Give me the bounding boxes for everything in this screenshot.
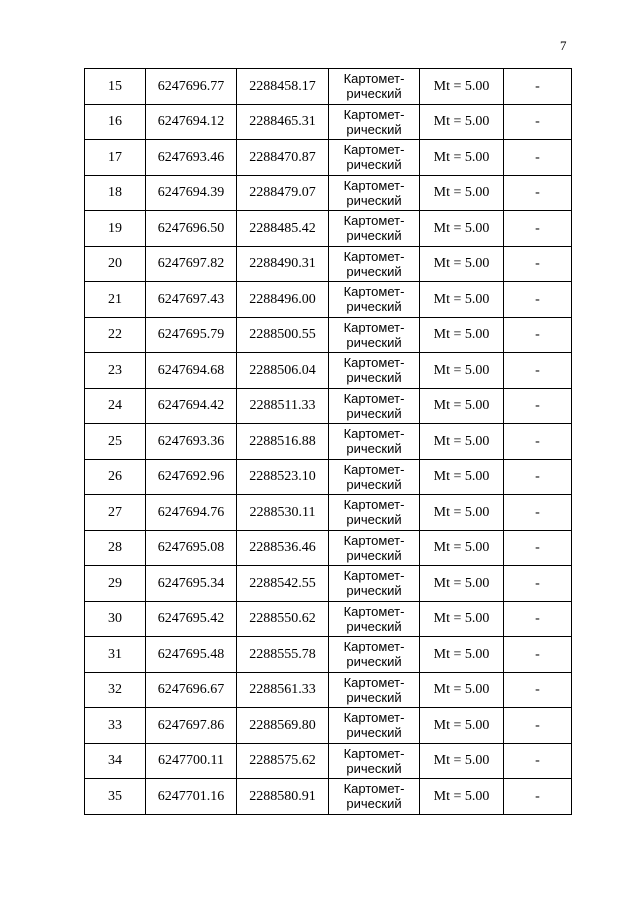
accuracy-cell: Mt = 5.00 (420, 779, 504, 815)
method-label-line: рический (346, 512, 402, 528)
y-coordinate-cell: 2288479.07 (237, 175, 329, 211)
method-label-line: рический (346, 228, 402, 244)
x-coordinate-cell: 6247696.77 (146, 69, 237, 105)
x-coordinate-cell: 6247694.12 (146, 104, 237, 140)
accuracy-cell: Mt = 5.00 (420, 672, 504, 708)
method-label-line: Картомет- (343, 390, 405, 406)
method-cell (329, 140, 420, 176)
x-coordinate-cell: 6247697.86 (146, 708, 237, 744)
description-cell: - (504, 708, 572, 744)
description-cell: - (504, 388, 572, 424)
point-number-cell: 22 (85, 317, 146, 353)
method-label-line: Картомет- (343, 213, 405, 229)
method-label-line: Картомет- (343, 284, 405, 300)
description-cell: - (504, 104, 572, 140)
coordinates-table (84, 68, 572, 815)
table-row (85, 246, 572, 282)
accuracy-cell: Mt = 5.00 (420, 104, 504, 140)
method-label-line: рический (346, 405, 402, 421)
x-coordinate-cell: 6247695.48 (146, 637, 237, 673)
method-label-line: рический (346, 121, 402, 137)
method-cell (329, 495, 420, 531)
x-coordinate-cell: 6247694.68 (146, 353, 237, 389)
method-label-line: Картомет- (343, 674, 405, 690)
accuracy-cell: Mt = 5.00 (420, 637, 504, 673)
table-row (85, 708, 572, 744)
method-label-line: Картомет- (343, 603, 405, 619)
table-row (85, 140, 572, 176)
point-number-cell: 31 (85, 637, 146, 673)
accuracy-cell: Mt = 5.00 (420, 317, 504, 353)
x-coordinate-cell: 6247692.96 (146, 459, 237, 495)
method-cell (329, 353, 420, 389)
y-coordinate-cell: 2288465.31 (237, 104, 329, 140)
method-cell (329, 282, 420, 318)
table-row (85, 637, 572, 673)
y-coordinate-cell: 2288500.55 (237, 317, 329, 353)
method-label-line: рический (346, 263, 402, 279)
description-cell: - (504, 424, 572, 460)
table-row (85, 495, 572, 531)
table-row (85, 672, 572, 708)
point-number-cell: 28 (85, 530, 146, 566)
table-row (85, 175, 572, 211)
method-label-line: рический (346, 725, 402, 741)
method-label-line: Картомет- (343, 781, 405, 797)
y-coordinate-cell: 2288485.42 (237, 211, 329, 247)
table-row (85, 530, 572, 566)
table-row (85, 282, 572, 318)
description-cell: - (504, 495, 572, 531)
method-label-line: рический (346, 654, 402, 670)
description-cell: - (504, 779, 572, 815)
method-label-line: рический (346, 441, 402, 457)
x-coordinate-cell: 6247694.76 (146, 495, 237, 531)
method-cell (329, 104, 420, 140)
description-cell: - (504, 637, 572, 673)
point-number-cell: 20 (85, 246, 146, 282)
method-cell (329, 530, 420, 566)
method-label-line: рический (346, 86, 402, 102)
accuracy-cell: Mt = 5.00 (420, 459, 504, 495)
accuracy-cell: Mt = 5.00 (420, 424, 504, 460)
point-number-cell: 21 (85, 282, 146, 318)
point-number-cell: 18 (85, 175, 146, 211)
accuracy-cell: Mt = 5.00 (420, 566, 504, 602)
y-coordinate-cell: 2288569.80 (237, 708, 329, 744)
method-label-line: Картомет- (343, 319, 405, 335)
table-row (85, 566, 572, 602)
y-coordinate-cell: 2288506.04 (237, 353, 329, 389)
y-coordinate-cell: 2288561.33 (237, 672, 329, 708)
method-label-line: рический (346, 476, 402, 492)
method-cell (329, 246, 420, 282)
point-number-cell: 26 (85, 459, 146, 495)
point-number-cell: 16 (85, 104, 146, 140)
point-number-cell: 17 (85, 140, 146, 176)
method-label-line: Картомет- (343, 71, 405, 87)
table-row (85, 743, 572, 779)
method-label-line: Картомет- (343, 497, 405, 513)
description-cell: - (504, 211, 572, 247)
x-coordinate-cell: 6247696.67 (146, 672, 237, 708)
method-label-line: Картомет- (343, 426, 405, 442)
y-coordinate-cell: 2288470.87 (237, 140, 329, 176)
x-coordinate-cell: 6247694.39 (146, 175, 237, 211)
method-label-line: рический (346, 299, 402, 315)
description-cell: - (504, 175, 572, 211)
y-coordinate-cell: 2288458.17 (237, 69, 329, 105)
description-cell: - (504, 601, 572, 637)
page-number: 7 (560, 38, 567, 53)
point-number-cell: 19 (85, 211, 146, 247)
accuracy-cell: Mt = 5.00 (420, 140, 504, 176)
x-coordinate-cell: 6247694.42 (146, 388, 237, 424)
method-label-line: Картомет- (343, 461, 405, 477)
method-label-line: рический (346, 583, 402, 599)
x-coordinate-cell: 6247693.46 (146, 140, 237, 176)
method-cell (329, 743, 420, 779)
description-cell: - (504, 459, 572, 495)
description-cell: - (504, 246, 572, 282)
method-label-line: рический (346, 547, 402, 563)
method-label-line: Картомет- (343, 710, 405, 726)
accuracy-cell: Mt = 5.00 (420, 601, 504, 637)
method-cell (329, 637, 420, 673)
method-label-line: Картомет- (343, 248, 405, 264)
method-label-line: Картомет- (343, 142, 405, 158)
method-label-line: Картомет- (343, 106, 405, 122)
method-label-line: рический (346, 192, 402, 208)
method-cell (329, 601, 420, 637)
accuracy-cell: Mt = 5.00 (420, 175, 504, 211)
method-cell (329, 459, 420, 495)
method-cell (329, 424, 420, 460)
accuracy-cell: Mt = 5.00 (420, 211, 504, 247)
x-coordinate-cell: 6247697.43 (146, 282, 237, 318)
method-cell (329, 672, 420, 708)
y-coordinate-cell: 2288511.33 (237, 388, 329, 424)
method-label-line: Картомет- (343, 745, 405, 761)
method-cell (329, 317, 420, 353)
method-label-line: Картомет- (343, 568, 405, 584)
table-row (85, 211, 572, 247)
method-label-line: рический (346, 370, 402, 386)
accuracy-cell: Mt = 5.00 (420, 282, 504, 318)
y-coordinate-cell: 2288490.31 (237, 246, 329, 282)
table-row (85, 601, 572, 637)
method-label-line: Картомет- (343, 355, 405, 371)
table-row (85, 388, 572, 424)
y-coordinate-cell: 2288580.91 (237, 779, 329, 815)
point-number-cell: 34 (85, 743, 146, 779)
point-number-cell: 27 (85, 495, 146, 531)
x-coordinate-cell: 6247695.08 (146, 530, 237, 566)
description-cell: - (504, 353, 572, 389)
table-row (85, 424, 572, 460)
method-cell (329, 69, 420, 105)
point-number-cell: 33 (85, 708, 146, 744)
point-number-cell: 30 (85, 601, 146, 637)
table-row (85, 779, 572, 815)
y-coordinate-cell: 2288496.00 (237, 282, 329, 318)
table-row (85, 104, 572, 140)
y-coordinate-cell: 2288530.11 (237, 495, 329, 531)
x-coordinate-cell: 6247695.34 (146, 566, 237, 602)
x-coordinate-cell: 6247695.42 (146, 601, 237, 637)
method-label-line: Картомет- (343, 177, 405, 193)
method-label-line: рический (346, 334, 402, 350)
table-row (85, 317, 572, 353)
y-coordinate-cell: 2288550.62 (237, 601, 329, 637)
point-number-cell: 23 (85, 353, 146, 389)
y-coordinate-cell: 2288575.62 (237, 743, 329, 779)
method-cell (329, 175, 420, 211)
method-cell (329, 211, 420, 247)
method-label-line: Картомет- (343, 639, 405, 655)
x-coordinate-cell: 6247695.79 (146, 317, 237, 353)
point-number-cell: 15 (85, 69, 146, 105)
point-number-cell: 32 (85, 672, 146, 708)
y-coordinate-cell: 2288536.46 (237, 530, 329, 566)
point-number-cell: 24 (85, 388, 146, 424)
y-coordinate-cell: 2288542.55 (237, 566, 329, 602)
accuracy-cell: Mt = 5.00 (420, 246, 504, 282)
accuracy-cell: Mt = 5.00 (420, 388, 504, 424)
accuracy-cell: Mt = 5.00 (420, 353, 504, 389)
accuracy-cell: Mt = 5.00 (420, 69, 504, 105)
x-coordinate-cell: 6247700.11 (146, 743, 237, 779)
method-cell (329, 779, 420, 815)
method-label-line: Картомет- (343, 532, 405, 548)
x-coordinate-cell: 6247701.16 (146, 779, 237, 815)
accuracy-cell: Mt = 5.00 (420, 530, 504, 566)
coordinates-table-body (85, 69, 572, 815)
method-cell (329, 708, 420, 744)
description-cell: - (504, 672, 572, 708)
point-number-cell: 29 (85, 566, 146, 602)
method-label-line: рический (346, 618, 402, 634)
y-coordinate-cell: 2288516.88 (237, 424, 329, 460)
table-row (85, 459, 572, 495)
description-cell: - (504, 317, 572, 353)
accuracy-cell: Mt = 5.00 (420, 708, 504, 744)
x-coordinate-cell: 6247696.50 (146, 211, 237, 247)
point-number-cell: 35 (85, 779, 146, 815)
point-number-cell: 25 (85, 424, 146, 460)
description-cell: - (504, 282, 572, 318)
description-cell: - (504, 566, 572, 602)
x-coordinate-cell: 6247693.36 (146, 424, 237, 460)
method-cell (329, 566, 420, 602)
description-cell: - (504, 140, 572, 176)
method-label-line: рический (346, 689, 402, 705)
x-coordinate-cell: 6247697.82 (146, 246, 237, 282)
accuracy-cell: Mt = 5.00 (420, 495, 504, 531)
method-label-line: рический (346, 796, 402, 812)
description-cell: - (504, 530, 572, 566)
y-coordinate-cell: 2288523.10 (237, 459, 329, 495)
accuracy-cell: Mt = 5.00 (420, 743, 504, 779)
method-label-line: рический (346, 760, 402, 776)
description-cell: - (504, 743, 572, 779)
table-row (85, 353, 572, 389)
method-label-line: рический (346, 157, 402, 173)
description-cell: - (504, 69, 572, 105)
method-cell (329, 388, 420, 424)
table-row (85, 69, 572, 105)
y-coordinate-cell: 2288555.78 (237, 637, 329, 673)
